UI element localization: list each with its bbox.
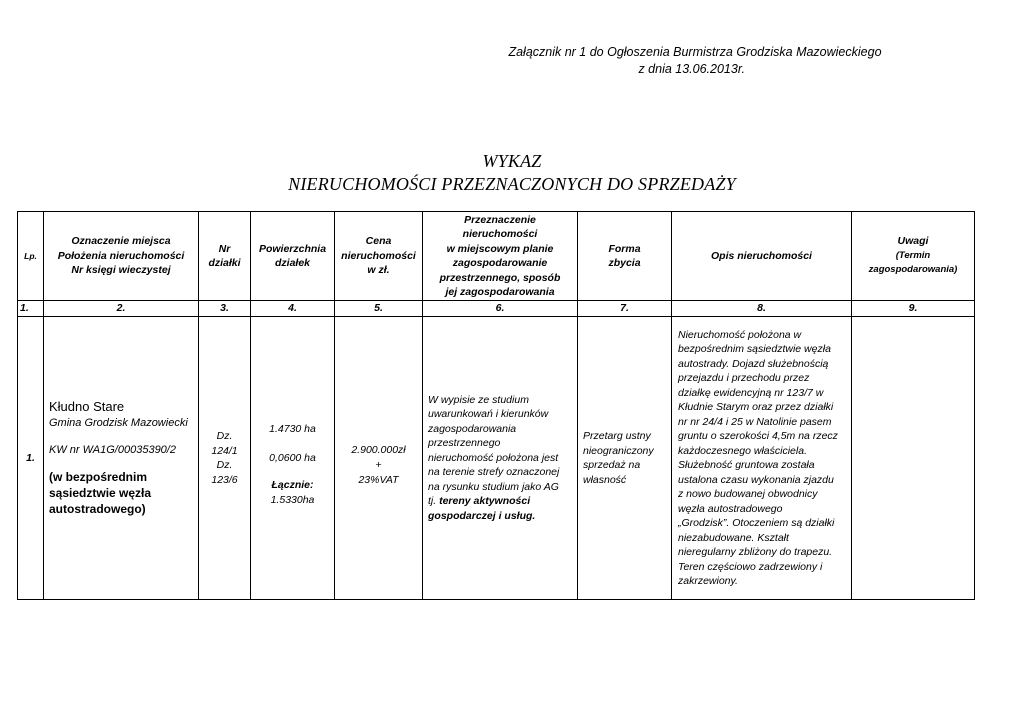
annex-date: z dnia 13.06.2013r. xyxy=(638,62,745,76)
header-location-line: Położenia nieruchomości xyxy=(57,249,185,262)
description-line: przejazdu i przechodu przez xyxy=(678,372,810,384)
header-purpose-line: w miejscowym planie xyxy=(446,242,554,255)
header-plot-line: działki xyxy=(208,257,241,269)
column-number: 9. xyxy=(852,301,975,317)
header-form-line: Forma xyxy=(608,242,641,255)
column-number: 8. xyxy=(672,301,852,317)
plot-line: 123/6 xyxy=(211,473,238,486)
plot-line: 124/1 xyxy=(211,444,238,457)
description-line: gruntu o szerokości 4,5m na rzecz xyxy=(678,430,838,442)
form-line: sprzedaż na xyxy=(583,459,641,471)
row-area xyxy=(251,317,335,600)
area-plot-1: 1.4730 ha xyxy=(269,423,316,435)
price-line: + xyxy=(375,458,382,471)
purpose-line: na rysunku studium jako AG xyxy=(428,480,559,493)
gmina: Gmina Grodzisk Mazowiecki xyxy=(49,417,188,429)
column-number: 6. xyxy=(423,301,578,317)
annex-reference xyxy=(470,44,920,78)
purpose-prefix: tj. xyxy=(428,495,437,508)
column-number: 1. xyxy=(18,301,44,317)
form-line: Przetarg ustny xyxy=(583,430,651,442)
description-line: zakrzewiony. xyxy=(678,575,738,587)
purpose-line xyxy=(428,509,575,524)
header-price-line: nieruchomości xyxy=(341,249,416,262)
column-number: 3. xyxy=(199,301,251,317)
property-list-table xyxy=(17,211,975,600)
area-total: 1.5330ha xyxy=(270,494,315,506)
header-price-line: w zł. xyxy=(367,264,390,277)
row-description xyxy=(672,317,852,600)
header-remarks-line: Uwagi xyxy=(897,235,929,248)
plot-line: Dz. xyxy=(216,459,233,471)
header-purpose-line: przestrzennego, sposób xyxy=(439,271,561,284)
description-line: działkę ewidencyjną nr 123/7 w xyxy=(678,386,824,399)
header-location-line: Oznaczenie miejsca xyxy=(71,235,171,248)
header-area xyxy=(251,212,335,301)
header-purpose-line: Przeznaczenie xyxy=(464,213,536,226)
row-price xyxy=(335,317,423,600)
header-price xyxy=(335,212,423,301)
description-line: autostrady. Dojazd służebnością xyxy=(678,357,829,370)
description-line: „Grodzisk”. Otoczeniem są działki xyxy=(678,517,835,529)
header-row xyxy=(18,212,975,301)
row-purpose xyxy=(423,317,578,600)
price-line: 2.900.000zł xyxy=(351,443,406,456)
header-area-line: działek xyxy=(274,257,311,269)
description-line: Teren częściowo zadrzewiony i xyxy=(678,560,823,573)
location-note xyxy=(49,469,196,517)
row-lp: 1. xyxy=(18,317,44,600)
header-area-line: Powierzchnia xyxy=(258,242,327,255)
purpose-line: W wypisie ze studium xyxy=(428,393,529,406)
area-plot-2: 0,0600 ha xyxy=(269,452,316,464)
location-note-line: autostradowego) xyxy=(49,502,146,516)
price-line: 23%VAT xyxy=(358,473,399,486)
description-line: nieregularny zbliżony do trapezu. xyxy=(678,546,833,558)
header-price-line: Cena xyxy=(365,235,392,248)
form-line: nieograniczony xyxy=(583,444,654,457)
form-line: własność xyxy=(583,473,627,486)
row-remarks xyxy=(852,317,975,600)
land-register-number: KW nr WA1G/00035390/2 xyxy=(49,444,176,456)
area-total-label: Łącznie: xyxy=(271,479,314,491)
header-purpose-line: zagospodarowanie xyxy=(452,257,548,269)
header-location-line: Nr księgi wieczystej xyxy=(71,264,171,277)
header-location xyxy=(44,212,199,301)
purpose-bold: tereny aktywności xyxy=(439,495,531,508)
purpose-line: uwarunkowań i kierunków xyxy=(428,408,549,421)
description-line: nr nr 24/4 i 25 w Natolinie pasem xyxy=(678,415,832,428)
document-subtitle: NIERUCHOMOŚCI PRZEZNACZONYCH DO SPRZEDAŻY xyxy=(288,174,736,194)
header-plot-line: Nr xyxy=(218,242,231,255)
column-number-row xyxy=(18,301,975,317)
header-purpose-line: jej zagospodarowania xyxy=(445,286,555,298)
description-line: Nieruchomość położona w xyxy=(678,328,802,341)
description-line: z nowo budowanej obwodnicy xyxy=(678,488,818,500)
header-purpose-line: nieruchomości xyxy=(462,228,538,240)
annex-line-1: Załącznik nr 1 do Ogłoszenia Burmistrza Grodziska Mazowieckiego xyxy=(508,45,882,59)
description-line: Służebność gruntowa została xyxy=(678,459,815,471)
column-number: 4. xyxy=(251,301,335,317)
header-remarks xyxy=(852,212,975,301)
header-form xyxy=(578,212,672,301)
purpose-line: przestrzennego xyxy=(428,437,501,450)
purpose-line: zagospodarowania xyxy=(428,422,517,435)
document-title: WYKAZ xyxy=(482,151,542,171)
location-note-line: sąsiedztwie węzła xyxy=(49,486,152,500)
column-number: 7. xyxy=(578,301,672,317)
description-line: każdoczesnego właściciela. xyxy=(678,444,807,457)
header-lp: Lp. xyxy=(18,212,44,301)
row-form xyxy=(578,317,672,600)
header-plot-no xyxy=(199,212,251,301)
place-name: Kłudno Stare xyxy=(49,399,125,414)
purpose-bold: gospodarczej i usług. xyxy=(428,509,536,522)
header-purpose xyxy=(423,212,578,301)
location-note-line: (w bezpośrednim xyxy=(49,470,148,484)
plot-line: Dz. xyxy=(216,430,233,442)
purpose-line xyxy=(428,494,575,509)
description-line: węzła autostradowego xyxy=(678,502,783,515)
column-number: 5. xyxy=(335,301,423,317)
header-description: Opis nieruchomości xyxy=(672,212,852,301)
header-remarks-line: zagospodarowania) xyxy=(868,264,958,276)
header-form-line: zbycia xyxy=(608,257,641,269)
purpose-line: nieruchomość położona jest xyxy=(428,451,559,464)
description-line: ustalona czasu wykonania zjazdu xyxy=(678,473,834,486)
description-line: bezpośrednim sąsiedztwie węzła xyxy=(678,343,831,355)
table-row xyxy=(18,317,975,600)
header-remarks-line: (Termin xyxy=(895,249,931,261)
row-plots xyxy=(199,317,251,600)
column-number: 2. xyxy=(44,301,199,317)
purpose-line: na terenie strefy oznaczonej xyxy=(428,466,560,479)
description-line: niezabudowane. Kształt xyxy=(678,531,789,544)
row-location xyxy=(44,317,199,600)
description-line: Kłudnie Starym oraz przez działki xyxy=(678,401,834,413)
